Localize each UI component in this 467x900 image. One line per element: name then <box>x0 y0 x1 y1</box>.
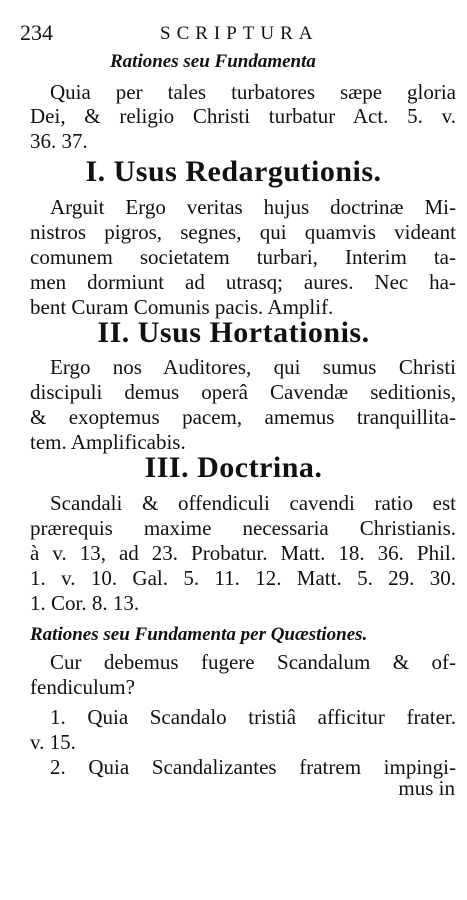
text-line: 1. v. 10. Gal. 5. 11. 12. Matt. 5. 29. 30. <box>30 566 456 590</box>
text-line: Arguit Ergo veritas hujus doctrinæ Mi- <box>50 195 456 219</box>
catchword: mus in <box>398 776 455 800</box>
text-line: Dei, & religio Christi turbatur Act. 5. v. <box>30 104 456 128</box>
text-line: 1. Cor. 8. 13. <box>30 591 140 615</box>
text-line: bent Curam Comunis pacis. Amplif. <box>30 295 334 319</box>
heading-usus-redargutionis: I. Usus Redargutionis. <box>85 155 382 188</box>
text-line: nistros pigros, segnes, qui quamvis videant <box>30 220 456 244</box>
text-line: Ergo nos Auditores, qui sumus Christi <box>50 355 456 379</box>
text-line: Scandali & offendiculi cavendi ratio est <box>50 491 456 515</box>
text-line: 36. 37. <box>30 129 88 153</box>
text-line: discipuli demus operâ Cavendæ seditionis, <box>30 380 456 404</box>
text-line: prærequis maxime necessaria Christianis. <box>30 516 456 540</box>
text-line: Quia per tales turbatores sæpe gloria <box>50 80 456 104</box>
running-title: SCRIPTURA <box>160 23 319 44</box>
text-line: fendiculum? <box>30 675 135 699</box>
section-subtitle-rationes: Rationes seu Fundamenta <box>110 51 316 72</box>
text-line: 1. Quia Scandalo tristiâ afficitur frater. <box>50 705 456 729</box>
text-line: tem. Amplificabis. <box>30 430 186 454</box>
heading-usus-hortationis: II. Usus Hortationis. <box>97 316 370 349</box>
text-line: v. 15. <box>30 730 76 754</box>
heading-doctrina: III. Doctrina. <box>144 451 323 484</box>
page-number: 234 <box>20 20 53 45</box>
text-line: & exoptemus pacem, amemus tranquillita- <box>30 405 456 429</box>
text-line: à v. 13, ad 23. Probatur. Matt. 18. 36. Phil. <box>30 541 456 565</box>
text-line: Cur debemus fugere Scandalum & of- <box>50 650 456 674</box>
text-line: men dormiunt ad utrasq; aures. Nec ha- <box>30 270 456 294</box>
section-subtitle-quaestiones: Rationes seu Fundamenta per Quæstiones. <box>30 624 368 645</box>
text-line: 2. Quia Scandalizantes fratrem impingi- <box>50 755 456 779</box>
text-line: comunem societatem turbari, Interim ta- <box>30 245 456 269</box>
